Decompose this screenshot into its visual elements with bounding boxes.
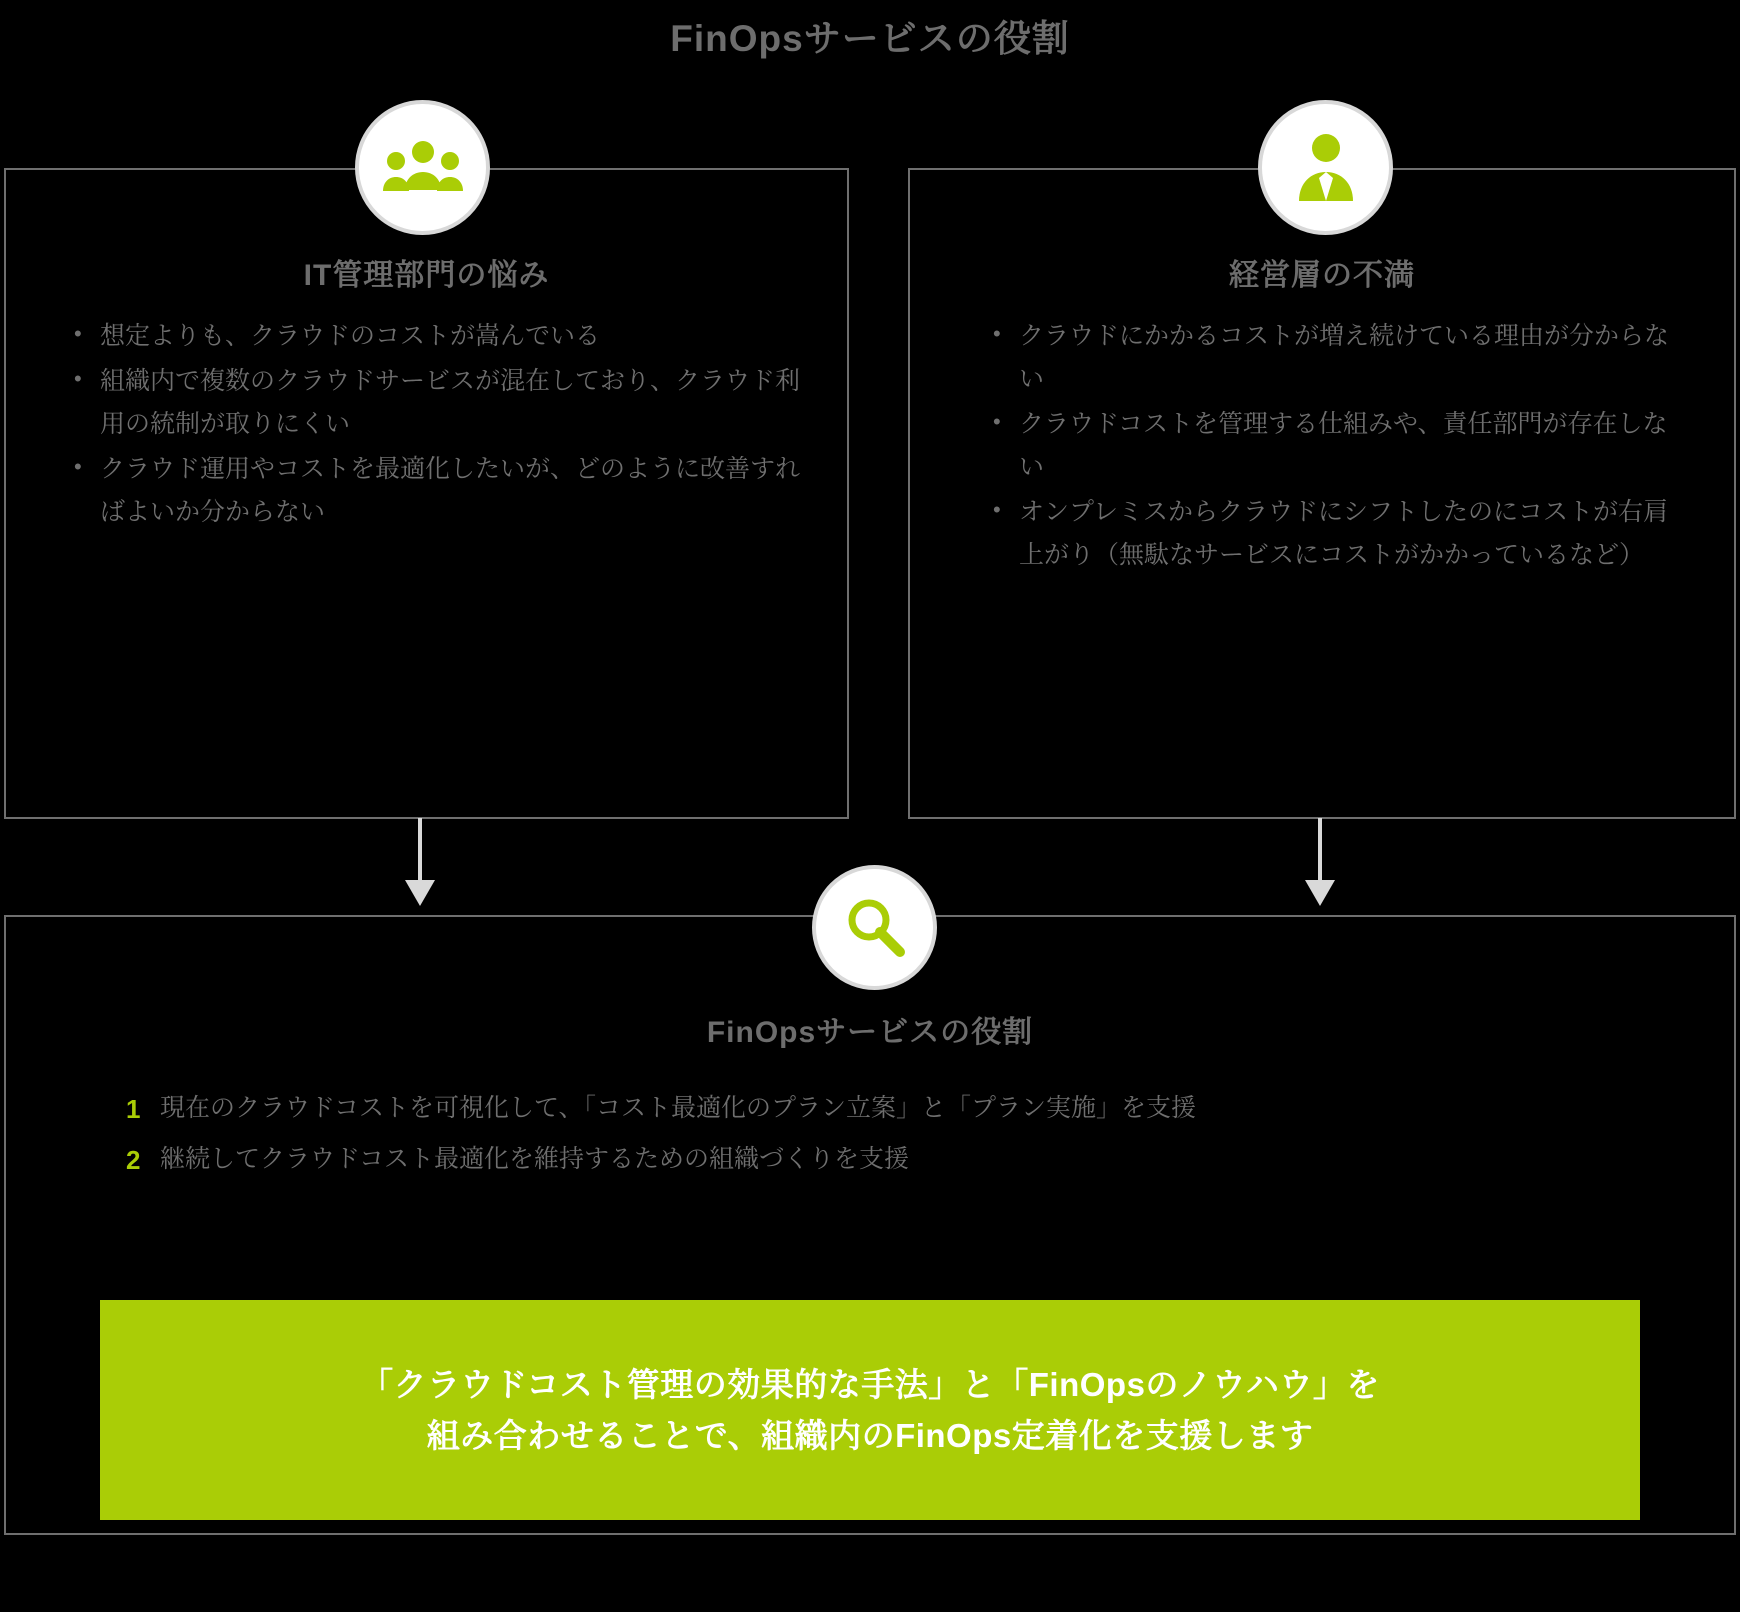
team-people-icon [355, 100, 490, 235]
finops-role-list [126, 1092, 1626, 1194]
magnifier-icon [812, 865, 937, 990]
list-item-number: 1 [126, 1094, 141, 1124]
list-item-number: 2 [126, 1145, 141, 1176]
down-arrow-icon [400, 818, 440, 913]
executive-person-icon [1258, 100, 1393, 235]
list-item-text: 継続してクラウドコスト最適化を維持するための組織づくりを支援 [160, 1145, 910, 1174]
it-department-box [4, 168, 849, 819]
finops-role-title: FinOpsサービスの役割 [706, 1016, 1034, 1049]
list-item: • オンプレミスからクラウドにシフトしたのにコストが右肩上がり（無駄なサービスにコストがかかっているなど） [985, 491, 1690, 577]
list-item: • 組織内で複数のクラウドサービスが混在しており、クラウド利用の統制が取りにくい [66, 360, 806, 446]
it-department-list [66, 315, 806, 536]
list-item: • 想定よりも、クラウドのコストが嵩んでいる [66, 315, 806, 358]
callout-line-1: 「クラウドコスト管理の効果的な手法」と「FinOpsのノウハウ」を [360, 1365, 1380, 1403]
page-title: FinOpsサービスの役割 [670, 18, 1070, 59]
executive-box [908, 168, 1736, 819]
executive-list [985, 315, 1690, 579]
list-item [126, 1143, 1626, 1178]
it-department-title: IT管理部門の悩み [303, 259, 550, 292]
callout-line-2: 組み合わせることで、組織内のFinOps定着化を支援します [426, 1417, 1314, 1454]
executive-title: 経営層の不満 [1229, 259, 1415, 292]
list-item: • クラウド運用やコストを最適化したいが、どのように改善すればよいか分からない [66, 448, 806, 534]
list-item [126, 1092, 1626, 1127]
down-arrow-icon [1300, 818, 1340, 913]
summary-callout [100, 1300, 1640, 1520]
list-item-text: 現在のクラウドコストを可視化して、「コスト最適化のプラン立案」と「プラン実施」を支援 [160, 1094, 1197, 1122]
list-item: • クラウドにかかるコストが増え続けている理由が分からない [985, 315, 1690, 401]
list-item: • クラウドコストを管理する仕組みや、責任部門が存在しない [985, 403, 1690, 489]
